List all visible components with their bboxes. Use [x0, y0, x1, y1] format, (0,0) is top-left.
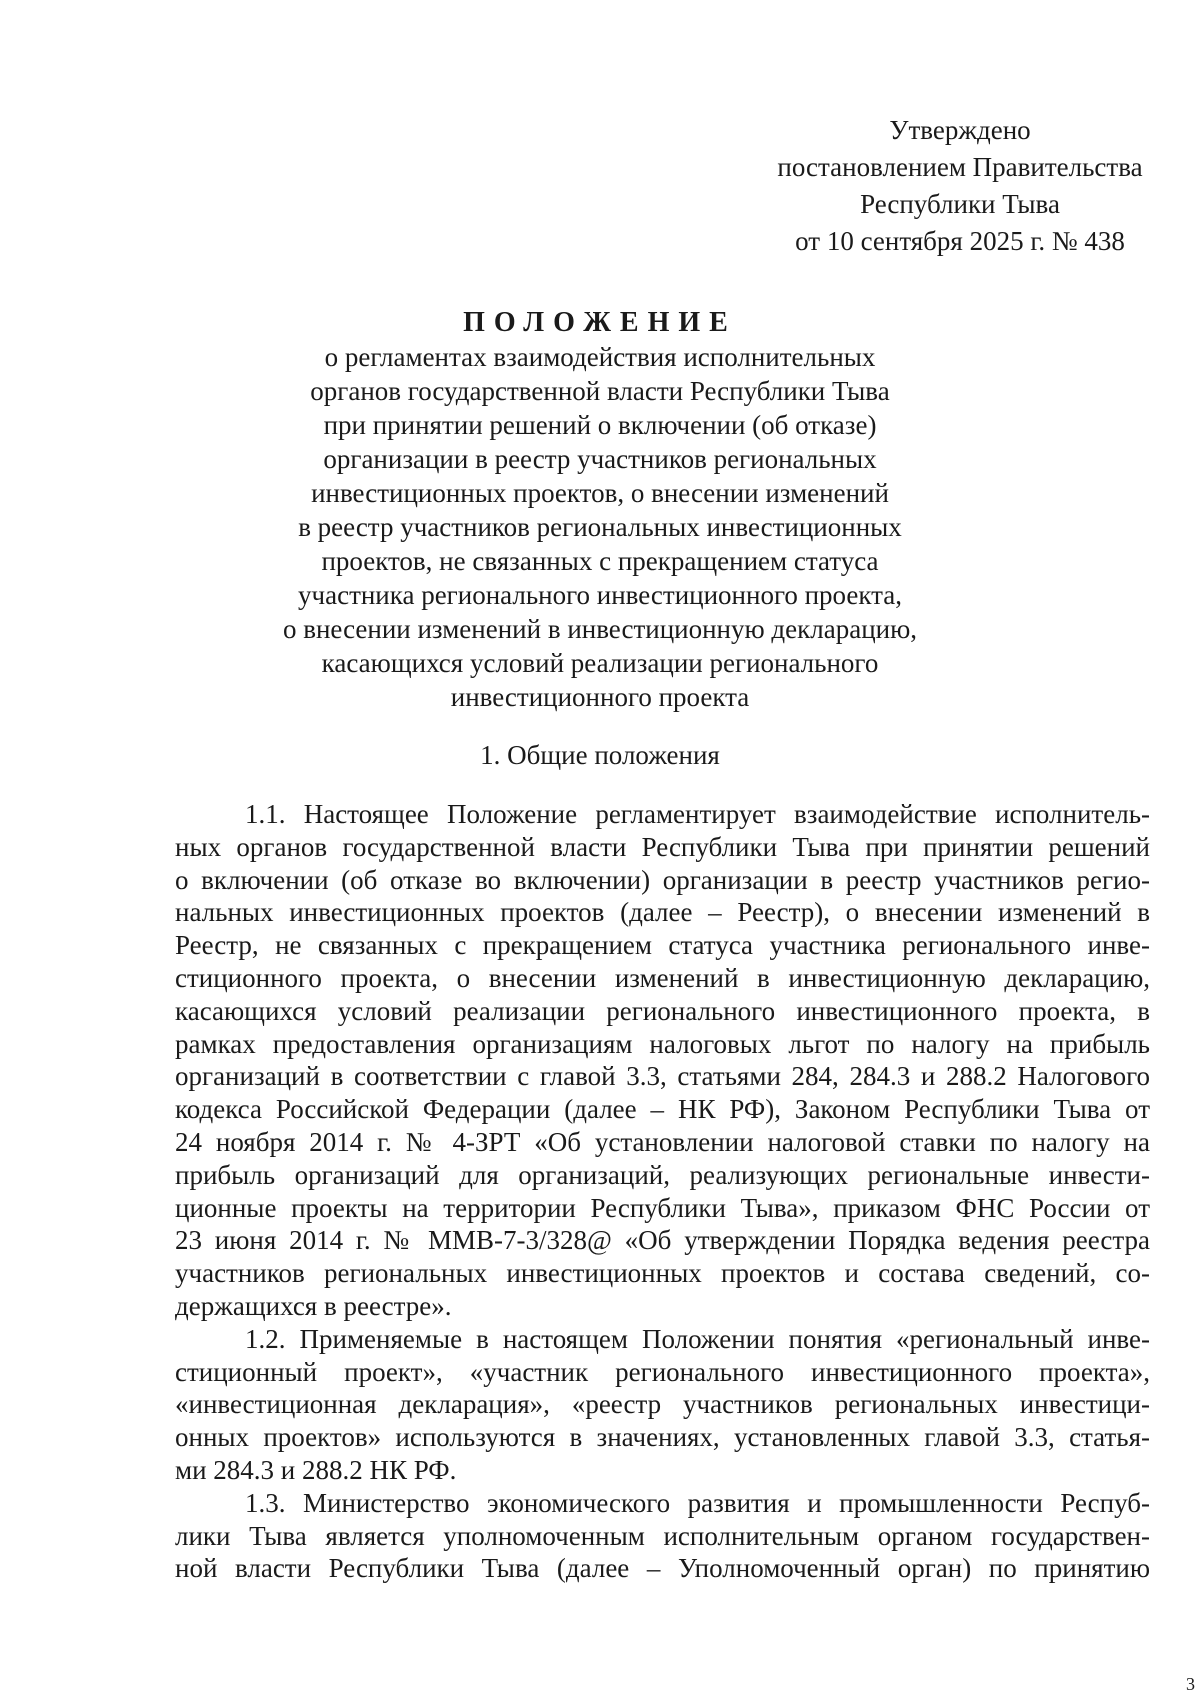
document-title: ПОЛОЖЕНИЕ: [463, 307, 737, 338]
paragraph-line: 1.3. Министерство экономического развития и промышленности Респуб-: [245, 1487, 1150, 1518]
paragraph-line: Реестр, не связанных с прекращением статуса участника регионального инве-: [175, 930, 1150, 961]
paragraph-line: ми 284.3 и 288.2 НК РФ.: [175, 1454, 457, 1485]
page-number: 3: [1186, 1674, 1195, 1694]
paragraph-line: «инвестиционная декларация», «реестр участников региональных инвестици-: [175, 1389, 1150, 1420]
paragraph-line: стиционный проект», «участник регионального инвестиционного проекта»,: [175, 1356, 1150, 1387]
subtitle-line: участника регионального инвестиционного проекта,: [298, 580, 902, 610]
body-text: [175, 798, 1150, 1585]
document-subtitle: [0, 340, 1200, 714]
paragraph-line: 24 ноября 2014 г. № 4-ЗРТ «Об установлении налоговой ставки по налогу на: [175, 1126, 1150, 1157]
section-heading: 1. Общие положения: [480, 740, 720, 770]
subtitle-line: о регламентах взаимодействия исполнительных: [324, 342, 876, 372]
subtitle-line: о внесении изменений в инвестиционную декларацию,: [282, 614, 918, 644]
paragraph-line: касающихся условий реализации регионального инвестиционного проекта, в: [175, 995, 1150, 1026]
paragraph-line: прибыль организаций для организаций, реализующих региональные инвести-: [175, 1159, 1150, 1190]
paragraph-line: ных органов государственной власти Республики Тыва при принятии решений: [175, 831, 1150, 862]
paragraph-line: нальных инвестиционных проектов (далее – Реестр), о внесении изменений в: [175, 897, 1150, 928]
paragraph-line: держащихся в реестре».: [175, 1290, 452, 1321]
paragraph-line: о включении (об отказе во включении) организации в реестр участников регио-: [175, 864, 1150, 895]
approval-line: Республики Тыва: [860, 189, 1060, 219]
subtitle-line: при принятии решений о включении (об отказе): [323, 410, 877, 440]
subtitle-line: в реестр участников региональных инвестиционных: [298, 512, 902, 542]
approval-line: Утверждено: [889, 115, 1031, 145]
paragraph-line: 1.1. Настоящее Положение регламентирует взаимодействие исполнитель-: [245, 799, 1150, 829]
approval-line: постановлением Правительства: [777, 152, 1143, 182]
subtitle-line: инвестиционного проекта: [450, 682, 750, 712]
subtitle-line: организации в реестр участников региональных: [323, 444, 877, 474]
approval-block: [760, 112, 1160, 260]
paragraph-line: ционные проекты на территории Республики Тыва», приказом ФНС России от: [175, 1192, 1150, 1223]
paragraph-line: стиционного проекта, о внесении изменений в инвестиционную декларацию,: [175, 962, 1150, 993]
paragraph-line: ной власти Республики Тыва (далее – Уполномоченный орган) по принятию: [175, 1553, 1150, 1584]
paragraph-line: кодекса Российской Федерации (далее – НК РФ), Законом Республики Тыва от: [175, 1094, 1150, 1125]
approval-line: от 10 сентября 2025 г. № 438: [795, 226, 1125, 256]
subtitle-line: проектов, не связанных с прекращением статуса: [321, 546, 879, 576]
paragraph-line: рамках предоставления организациям налоговых льгот по налогу на прибыль: [175, 1028, 1150, 1059]
subtitle-line: инвестиционных проектов, о внесении изменений: [311, 478, 889, 508]
paragraph-line: онных проектов» используются в значениях, установленных главой 3.3, статья-: [175, 1422, 1150, 1453]
paragraph-line: 23 июня 2014 г. № ММВ-7-3/328@ «Об утверждении Порядка ведения реестра: [175, 1225, 1150, 1256]
subtitle-line: касающихся условий реализации регионального: [321, 648, 879, 678]
paragraph-line: организаций в соответствии с главой 3.3, статьями 284, 284.3 и 288.2 Налогового: [175, 1061, 1150, 1092]
subtitle-line: органов государственной власти Республики Тыва: [310, 376, 890, 406]
paragraph-line: 1.2. Применяемые в настоящем Положении понятия «региональный инве-: [245, 1323, 1150, 1354]
paragraph-line: лики Тыва является уполномоченным исполнительным органом государствен-: [175, 1520, 1150, 1551]
paragraph-line: участников региональных инвестиционных проектов и состава сведений, со-: [175, 1258, 1150, 1289]
